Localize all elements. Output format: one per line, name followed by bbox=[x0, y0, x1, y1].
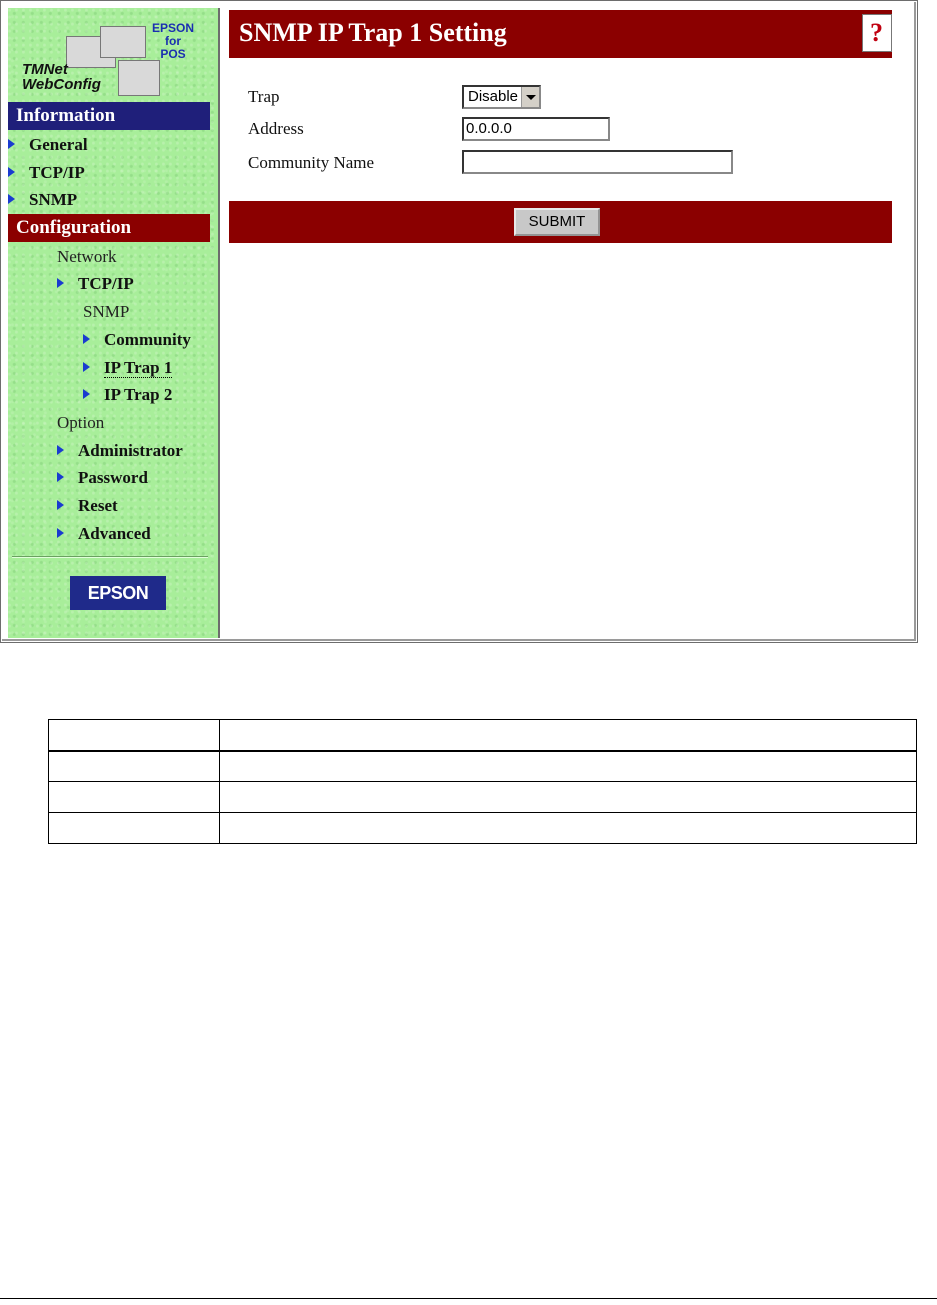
sidebar-item-ip-trap-1[interactable]: IP Trap 1 bbox=[83, 358, 172, 378]
page-bottom-rule bbox=[0, 1298, 937, 1299]
network-label: Network bbox=[57, 247, 117, 266]
trap-label: Trap bbox=[248, 87, 280, 106]
sidebar-item-advanced[interactable]: Advanced bbox=[57, 524, 151, 544]
community-name-field[interactable] bbox=[462, 150, 733, 174]
sidebar-item-info-snmp[interactable]: SNMP bbox=[8, 190, 77, 210]
sidebar bbox=[8, 8, 220, 638]
tmnet-webconfig-logo bbox=[22, 16, 212, 102]
table-row bbox=[49, 720, 917, 751]
trap-select[interactable] bbox=[462, 85, 541, 109]
configuration-header: Configuration bbox=[8, 214, 210, 242]
nav-arrow-icon bbox=[57, 472, 64, 482]
table-cell bbox=[220, 813, 917, 844]
nav-arrow-icon bbox=[83, 389, 90, 399]
nav-arrow-icon bbox=[8, 194, 15, 204]
sidebar-item-password[interactable]: Password bbox=[57, 468, 148, 488]
table-row bbox=[49, 782, 917, 813]
information-header: Information bbox=[8, 102, 210, 130]
sidebar-item-config-tcpip[interactable]: TCP/IP bbox=[57, 274, 134, 294]
sidebar-item-general[interactable]: General bbox=[8, 135, 88, 155]
sidebar-item-info-tcpip[interactable]: TCP/IP bbox=[8, 163, 85, 183]
table-cell bbox=[49, 782, 220, 813]
snmp-label: SNMP bbox=[83, 302, 130, 321]
submit-bar bbox=[229, 201, 892, 243]
nav-arrow-icon bbox=[8, 139, 15, 149]
nav-arrow-icon bbox=[57, 500, 64, 510]
help-button[interactable] bbox=[862, 14, 892, 52]
help-icon: ? bbox=[870, 18, 883, 47]
nav-arrow-icon bbox=[57, 445, 64, 455]
nav-arrow-icon bbox=[83, 362, 90, 372]
sidebar-item-community[interactable]: Community bbox=[83, 330, 191, 350]
address-field[interactable]: 0.0.0.0 bbox=[462, 117, 610, 141]
tmnet-webconfig-label: TMNet WebConfig bbox=[22, 61, 101, 93]
table-row bbox=[49, 813, 917, 844]
nav-arrow-icon bbox=[57, 278, 64, 288]
nav-arrow-icon bbox=[8, 167, 15, 177]
dropdown-arrow-icon[interactable] bbox=[521, 87, 539, 107]
printer-graphic bbox=[118, 60, 160, 96]
nav-arrow-icon bbox=[83, 334, 90, 344]
description-table bbox=[48, 719, 917, 844]
table-cell bbox=[49, 813, 220, 844]
page-title: SNMP IP Trap 1 Setting bbox=[239, 18, 507, 47]
address-label: Address bbox=[248, 119, 304, 138]
table-cell bbox=[220, 751, 917, 782]
epson-for-pos-label: EPSON for POS bbox=[152, 21, 195, 61]
community-name-label: Community Name bbox=[248, 153, 375, 172]
table-cell bbox=[49, 751, 220, 782]
table-cell bbox=[220, 720, 917, 751]
page-title-bar bbox=[229, 10, 892, 58]
sidebar-divider bbox=[12, 556, 208, 558]
sidebar-item-reset[interactable]: Reset bbox=[57, 496, 118, 516]
nav-arrow-icon bbox=[57, 528, 64, 538]
printer-graphic bbox=[100, 26, 146, 58]
submit-button[interactable]: SUBMIT bbox=[514, 208, 600, 236]
option-label: Option bbox=[57, 413, 105, 432]
sidebar-item-administrator[interactable]: Administrator bbox=[57, 441, 183, 461]
sidebar-item-ip-trap-2[interactable]: IP Trap 2 bbox=[83, 385, 172, 405]
table-cell bbox=[49, 720, 220, 751]
epson-logo[interactable]: EPSON bbox=[70, 576, 166, 610]
table-cell bbox=[220, 782, 917, 813]
trap-select-value: Disable bbox=[468, 88, 519, 105]
table-row bbox=[49, 751, 917, 782]
